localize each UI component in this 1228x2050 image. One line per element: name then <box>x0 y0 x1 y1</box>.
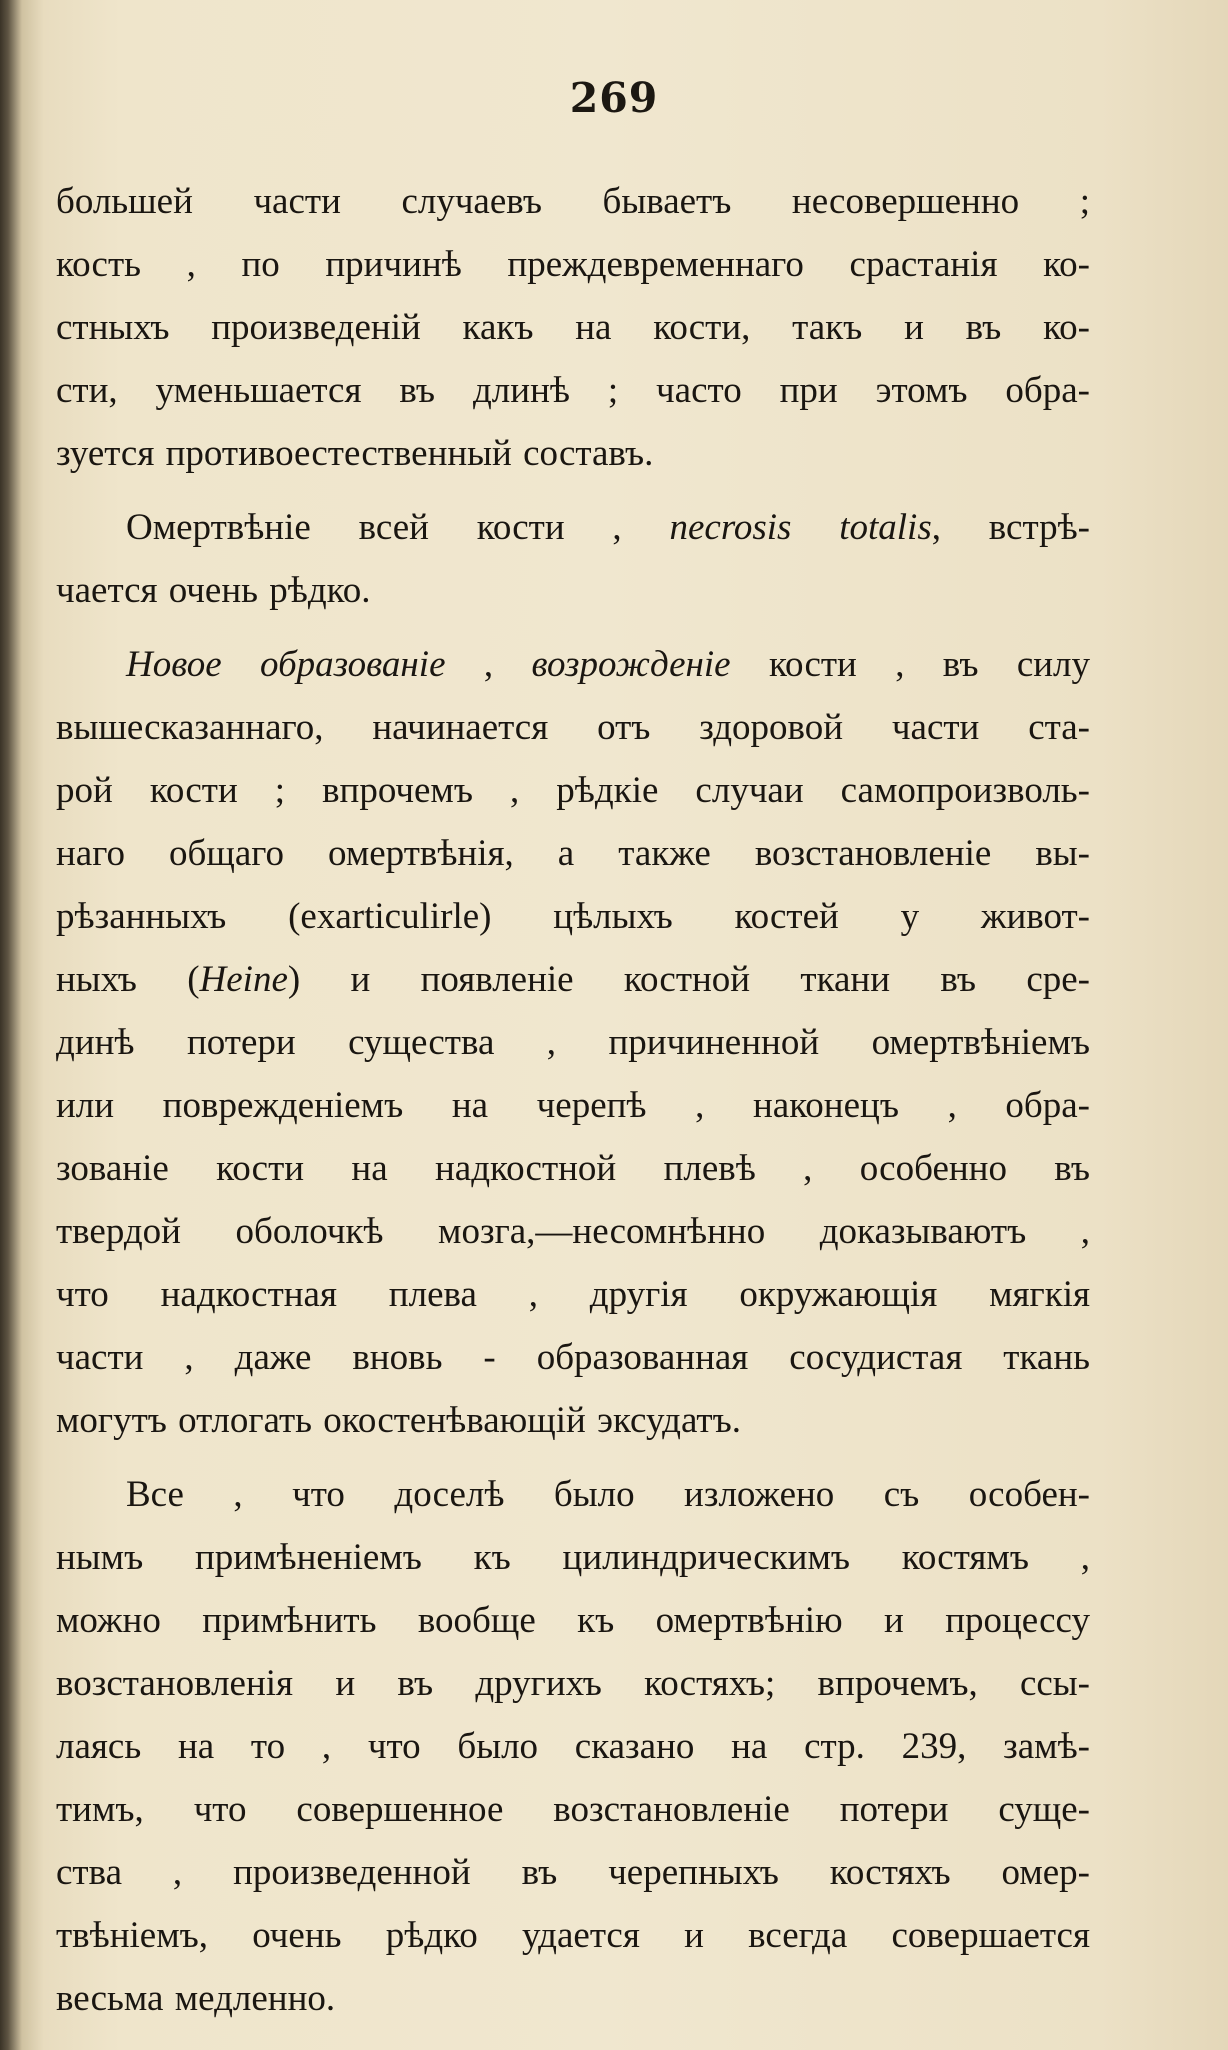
text-segment: , <box>445 644 532 685</box>
text-line <box>56 1841 1090 1904</box>
text-line <box>56 633 1090 696</box>
paragraph-gap <box>56 485 1090 496</box>
text-line <box>56 1200 1090 1263</box>
italic-phrase: necrosis totalis <box>669 507 932 548</box>
text-segment: стныхъ произведеній какъ на кости, такъ и въ ко- <box>56 307 1090 348</box>
text-line <box>56 359 1090 422</box>
text-line <box>56 1463 1090 1526</box>
text-segment: или поврежденіемъ на черепѣ , наконецъ , обра- <box>56 1085 1090 1126</box>
text-line <box>56 1011 1090 1074</box>
text-line <box>56 1137 1090 1200</box>
text-line <box>56 1389 1090 1452</box>
text-segment: большей части случаевъ бываетъ несовершенно ; <box>56 181 1090 222</box>
text-segment: части , даже вновь - образованная сосудистая ткань <box>56 1337 1090 1378</box>
paragraph <box>56 1463 1090 2030</box>
text-segment: вышесказаннаго, начинается отъ здоровой части ста- <box>56 707 1090 748</box>
text-segment: , встрѣ- <box>931 507 1090 548</box>
text-segment: Все , что доселѣ было изложено съ особен- <box>126 1474 1090 1515</box>
paragraph-gap <box>56 1452 1090 1463</box>
text-line <box>56 1326 1090 1389</box>
text-segment: что надкостная плева , другія окружающія мягкія <box>56 1274 1090 1315</box>
paragraph-gap <box>56 622 1090 633</box>
text-line <box>56 1263 1090 1326</box>
text-segment: наго общаго омертвѣнія, а также возстановленіе вы- <box>56 833 1090 874</box>
italic-phrase: Новое образованіе <box>126 644 446 685</box>
text-line <box>56 696 1090 759</box>
text-segment: кости , въ силу <box>730 644 1090 685</box>
text-line <box>56 1778 1090 1841</box>
text-line <box>56 759 1090 822</box>
text-segment: кость , по причинѣ преждевременнаго срастанія ко- <box>56 244 1090 285</box>
text-line <box>56 1715 1090 1778</box>
text-segment: зуется противоестественный составъ. <box>56 433 654 474</box>
text-segment: лаясь на то , что было сказано на стр. 239, замѣ- <box>56 1726 1090 1767</box>
text-line <box>56 1526 1090 1589</box>
text-line <box>56 422 1090 485</box>
text-segment: рой кости ; впрочемъ , рѣдкіе случаи самопроизволь- <box>56 770 1090 811</box>
text-segment: могутъ отлогать окостенѣвающій эксудатъ. <box>56 1400 741 1441</box>
text-segment: твѣніемъ, очень рѣдко удается и всегда совершается <box>56 1915 1090 1956</box>
paragraph <box>56 633 1090 1452</box>
paragraph <box>56 170 1090 485</box>
text-line <box>56 948 1090 1011</box>
text-line <box>56 559 1090 622</box>
text-segment: твердой оболочкѣ мозга,—несомнѣнно доказываютъ , <box>56 1211 1090 1252</box>
text-segment: ныхъ ( <box>56 959 200 1000</box>
text-line <box>56 1589 1090 1652</box>
text-segment: нымъ примѣненіемъ къ цилиндрическимъ костямъ , <box>56 1537 1090 1578</box>
text-segment: можно примѣнить вообще къ омертвѣнію и процессу <box>56 1600 1090 1641</box>
text-segment: зованіе кости на надкостной плевѣ , особенно въ <box>56 1148 1090 1189</box>
page-text <box>56 170 1090 2030</box>
page-number: 269 <box>569 74 659 122</box>
text-line <box>56 1967 1090 2030</box>
text-segment: динѣ потери существа , причиненной омертвѣніемъ <box>56 1022 1090 1063</box>
text-line <box>56 170 1090 233</box>
text-segment: ства , произведенной въ черепныхъ костяхъ омер- <box>56 1852 1090 1893</box>
text-segment: весьма медленно. <box>56 1978 336 2019</box>
text-segment: тимъ, что совершенное возстановленіе потери суще- <box>56 1789 1090 1830</box>
text-line <box>56 822 1090 885</box>
text-line <box>56 1904 1090 1967</box>
text-line <box>56 1652 1090 1715</box>
text-line <box>56 1074 1090 1137</box>
text-line <box>56 233 1090 296</box>
paragraph <box>56 496 1090 622</box>
text-segment: ) и появленіе костной ткани въ сре- <box>287 959 1090 1000</box>
text-segment: Омертвѣніе всей кости , <box>126 507 670 548</box>
text-segment: чается очень рѣдко. <box>56 570 371 611</box>
text-line <box>56 296 1090 359</box>
text-segment: рѣзанныхъ (exarticulirle) цѣлыхъ костей у живот- <box>56 896 1090 937</box>
italic-phrase: возрожденіе <box>531 644 731 685</box>
italic-phrase: Heine <box>199 959 288 1000</box>
text-segment: сти, уменьшается въ длинѣ ; часто при этомъ обра- <box>56 370 1090 411</box>
text-segment: возстановленія и въ другихъ костяхъ; впрочемъ, ссы- <box>56 1663 1090 1704</box>
text-line <box>56 496 1090 559</box>
text-line <box>56 885 1090 948</box>
